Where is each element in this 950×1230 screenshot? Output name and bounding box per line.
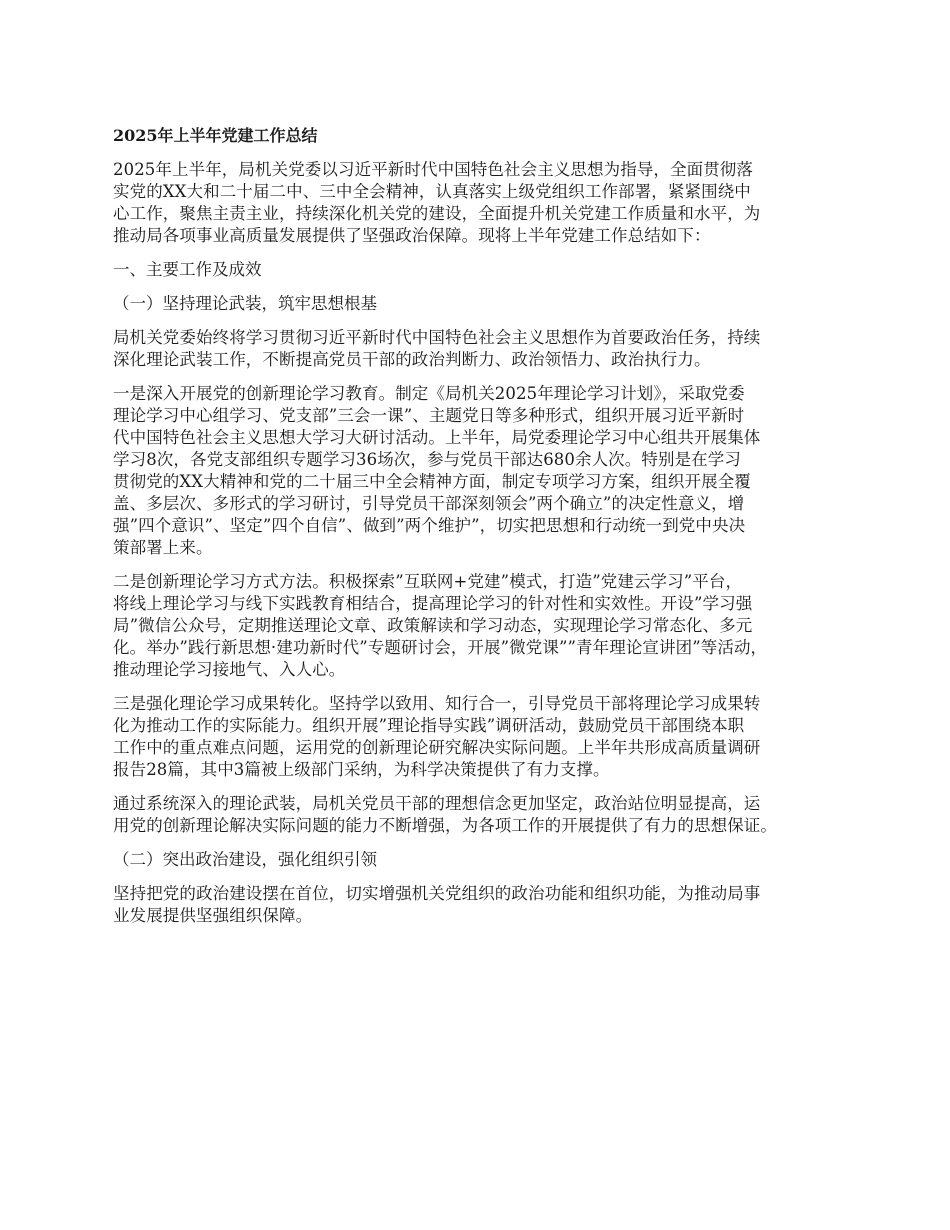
text-line: 深化理论武装工作，不断提高党员干部的政治判断力、政治领悟力、政治执行力。	[113, 350, 711, 369]
text-line: 报告28篇，其中3篇被上级部门采纳，为科学决策提供了有力支撑。	[113, 760, 610, 779]
paragraph	[113, 383, 853, 559]
text-line: 二是创新理论学习方式方法。积极探索”互联网+党建”模式，打造”党建云学习”平台，	[113, 572, 743, 591]
text-line: 强”四个意识”、坚定”四个自信”、做到”两个维护”，切实把思想和行动统一到党中央决	[113, 516, 746, 535]
text-line: 局机关党委始终将学习贯彻习近平新时代中国特色社会主义思想作为首要政治任务，持续	[113, 328, 761, 347]
paragraph	[113, 883, 853, 927]
section-heading	[113, 293, 853, 315]
text-line: 通过系统深入的理论武装，局机关党员干部的理想信念更加坚定，政治站位明显提高，运	[113, 794, 761, 813]
text-line: 心工作，聚焦主责主业，持续深化机关党的建设，全面提升机关党建工作质量和水平，为	[113, 204, 761, 223]
document-title: 2025年上半年党建工作总结	[113, 126, 318, 145]
text-line: 将线上理论学习与线下实践教育相结合，提高理论学习的针对性和实效性。开设”学习强	[113, 594, 753, 613]
paragraph	[113, 793, 853, 837]
text-line: 一是深入开展党的创新理论学习教育。制定《局机关2025年理论学习计划》，采取党委	[113, 384, 745, 403]
text-line: 策部署上来。	[113, 538, 213, 557]
text-line: 贯彻党的XX大精神和党的二十届三中全会精神方面，制定专项学习方案，组织开展全覆	[113, 472, 751, 491]
text-line: 推动局各项事业高质量发展提供了坚强政治保障。现将上半年党建工作总结如下：	[113, 226, 711, 245]
text-line: 三是强化理论学习成果转化。坚持学以致用、知行合一，引导党员干部将理论学习成果转	[113, 694, 761, 713]
text-line: 局”微信公众号，定期推送理论文章、政策解读和学习动态，实现理论学习常态化、多元	[113, 616, 753, 635]
paragraph	[113, 159, 853, 247]
section-heading	[113, 259, 853, 281]
text-line: 用党的创新理论解决实际问题的能力不断增强，为各项工作的开展提供了有力的思想保证。	[113, 816, 777, 835]
text-line: （二）突出政治建设，强化组织引领	[113, 850, 377, 869]
text-line: 2025年上半年，局机关党委以习近平新时代中国特色社会主义思想为指导，全面贯彻落	[113, 160, 753, 179]
text-line: 盖、多层次、多形式的学习研讨，引导党员干部深刻领会”两个确立”的决定性意义，增	[113, 494, 745, 513]
text-line: 化。举办”践行新思想·建功新时代”专题研讨会，开展”微党课””青年理论宣讲团”等活动，	[113, 638, 768, 657]
text-line: 工作中的重点难点问题，运用党的创新理论研究解决实际问题。上半年共形成高质量调研	[113, 738, 761, 757]
text-line: 坚持把党的政治建设摆在首位，切实增强机关党组织的政治功能和组织功能，为推动局事	[113, 884, 761, 903]
text-line: 化为推动工作的实际能力。组织开展”理论指导实践”调研活动，鼓励党员干部围绕本职	[113, 716, 745, 735]
text-line: 推动理论学习接地气、入人心。	[113, 660, 346, 679]
text-line: 学习8次，各党支部组织专题学习36场次，参与党员干部达680余人次。特别是在学习	[113, 450, 741, 469]
paragraph	[113, 327, 853, 371]
paragraph	[113, 571, 853, 681]
document-body	[113, 159, 853, 927]
document-page	[113, 124, 853, 939]
text-line: 理论学习中心组学习、党支部”三会一课”、主题党日等多种形式，组织开展习近平新时	[113, 406, 745, 425]
paragraph	[113, 693, 853, 781]
section-heading	[113, 849, 853, 871]
text-line: 实党的XX大和二十届二中、三中全会精神，认真落实上级党组织工作部署，紧紧围绕中	[113, 182, 751, 201]
text-line: 一、主要工作及成效	[113, 260, 262, 279]
text-line: 业发展提供坚强组织保障。	[113, 906, 313, 925]
text-line: 代中国特色社会主义思想大学习大研讨活动。上半年，局党委理论学习中心组共开展集体	[113, 428, 761, 447]
text-line: （一）坚持理论武装，筑牢思想根基	[113, 294, 377, 313]
